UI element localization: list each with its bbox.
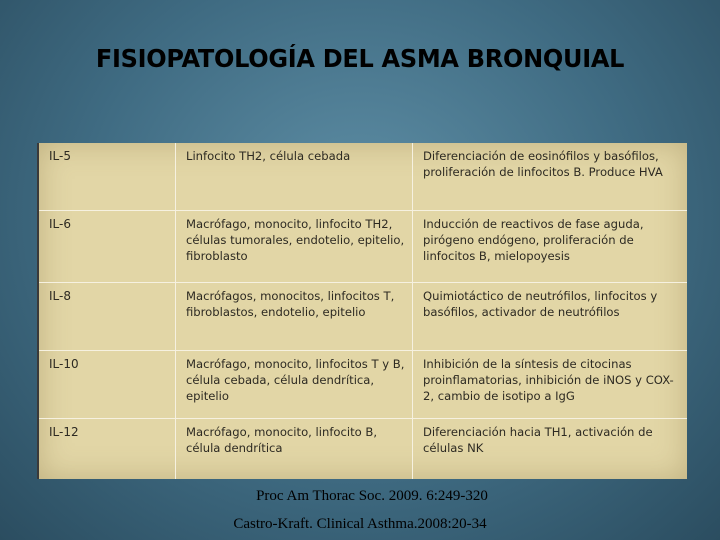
cytokine-cell: IL-6	[39, 210, 176, 282]
reference-line: Castro-Kraft. Clinical Asthma.2008:20-34	[233, 516, 487, 532]
cytokine-cell: IL-8	[39, 282, 176, 350]
table-row	[39, 282, 687, 350]
function-cell: Diferenciación de eosinófilos y basófilos, proliferación de linfocitos B. Produce HVA	[413, 143, 688, 210]
table-row	[39, 350, 687, 418]
table-row	[39, 143, 687, 210]
table-row	[39, 418, 687, 479]
source-cell: Macrófago, monocito, linfocitos T y B, célula cebada, célula dendrítica, epitelio	[176, 350, 413, 418]
cytokine-cell: IL-12	[39, 418, 176, 479]
function-cell: Inhibición de la síntesis de citocinas proinflamatorias, inhibición de iNOS y COX-2, cambio de isotipo a IgG	[413, 350, 688, 418]
source-cell: Macrófagos, monocitos, linfocitos T, fibroblastos, endotelio, epitelio	[176, 282, 413, 350]
cytokine-cell: IL-5	[39, 143, 176, 210]
source-cell: Linfocito TH2, célula cebada	[176, 143, 413, 210]
scanned-table-image	[37, 143, 687, 479]
cytokine-table	[39, 143, 687, 479]
cytokine-cell: IL-10	[39, 350, 176, 418]
source-cell: Macrófago, monocito, linfocito B, célula dendrítica	[176, 418, 413, 479]
function-cell: Quimiotáctico de neutrófilos, linfocitos y basófilos, activador de neutrófilos	[413, 282, 688, 350]
function-cell: Diferenciación hacia TH1, activación de células NK	[423, 424, 653, 455]
table-row	[39, 210, 687, 282]
function-cell: Inducción de reactivos de fase aguda, pirógeno endógeno, proliferación de linfocitos B, mielopoyesis	[413, 210, 688, 282]
reference-line: Proc Am Thorac Soc. 2009. 6:249-320	[256, 488, 488, 504]
source-cell: Macrófago, monocito, linfocito TH2, células tumorales, endotelio, epitelio, fibroblasto	[176, 210, 413, 282]
slide-title: FISIOPATOLOGÍA DEL ASMA BRONQUIAL	[95, 44, 625, 73]
